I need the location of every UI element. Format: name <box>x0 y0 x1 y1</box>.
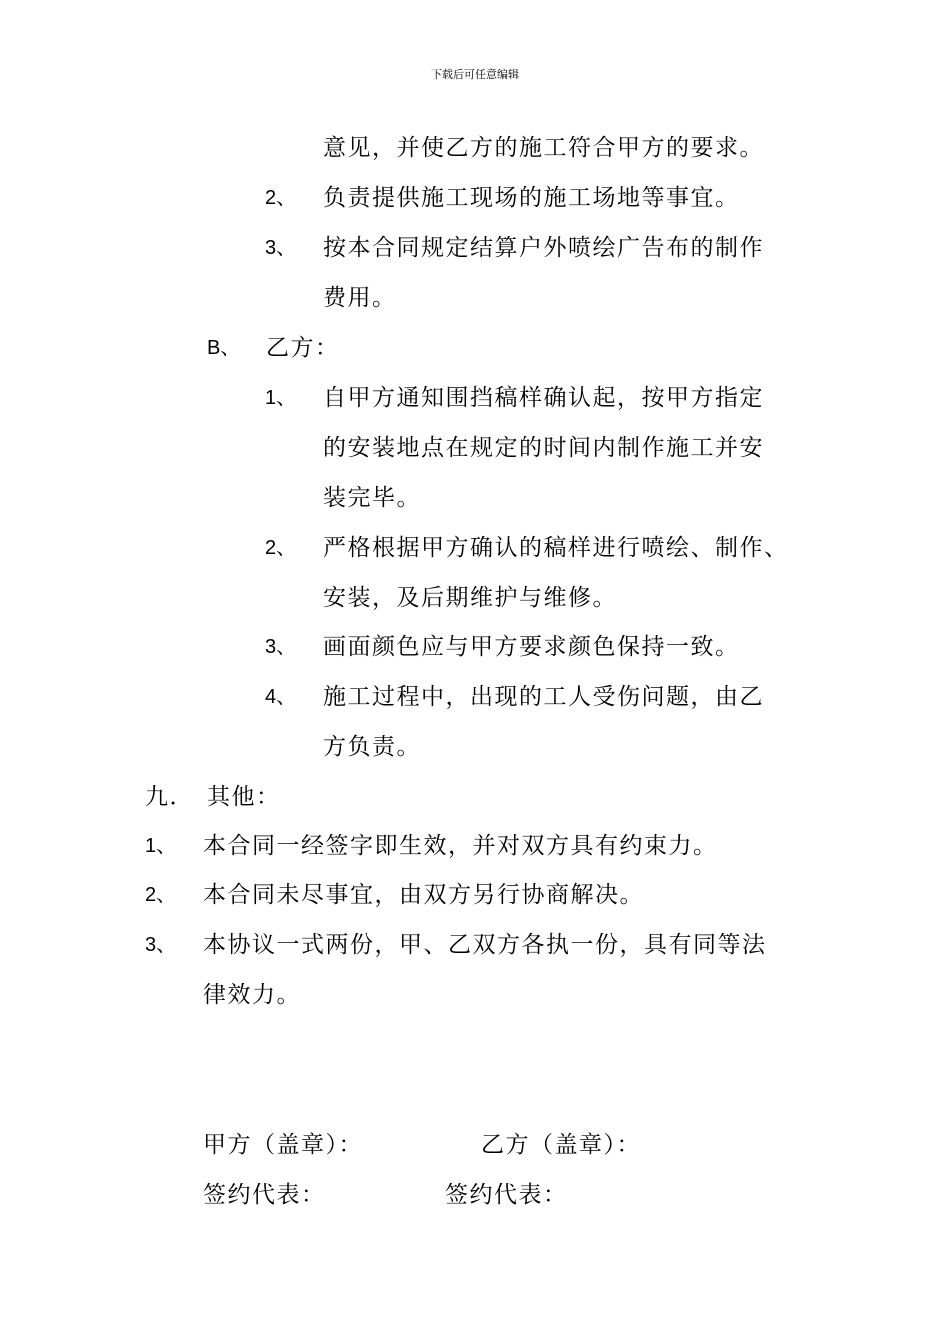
page-header: 下载后可任意编辑 <box>431 68 519 81</box>
section-9-number: 九． <box>145 784 194 810</box>
party-b-item-2-text-line-1: 严格根据甲方确认的稿样进行喷绘、制作、 <box>323 535 789 561</box>
party-b-seal-label: 乙方（盖章）： <box>481 1132 641 1158</box>
party-a-item-3-text-line-2: 费用。 <box>323 285 397 311</box>
party-a-item-2-number: 2、 <box>265 187 297 209</box>
party-b-item-3-text: 画面颜色应与甲方要求颜色保持一致。 <box>323 634 740 660</box>
section-9-item-3-text-line-2: 律效力。 <box>203 982 301 1008</box>
party-a-item-2-text: 负责提供施工现场的施工场地等事宜。 <box>323 185 740 211</box>
party-b-item-1-text-line-1: 自甲方通知围挡稿样确认起，按甲方指定 <box>323 385 764 411</box>
party-b-item-2-text-line-2: 安装，及后期维护与维修。 <box>323 585 617 611</box>
section-9-item-2-text: 本合同未尽事宜，由双方另行协商解决。 <box>203 882 644 908</box>
party-a-item-3-text-line-1: 按本合同规定结算户外喷绘广告布的制作 <box>323 235 764 261</box>
party-b-item-2-number: 2、 <box>265 537 297 559</box>
party-b-item-4-number: 4、 <box>265 686 297 708</box>
section-9-item-3-text-line-1: 本协议一式两份，甲、乙双方各执一份，具有同等法 <box>203 932 767 958</box>
party-a-seal-label: 甲方（盖章）： <box>203 1132 363 1158</box>
section-9-item-1-text: 本合同一经签字即生效，并对双方具有约束力。 <box>203 833 718 859</box>
party-b-item-1-text-line-3: 装完毕。 <box>323 485 421 511</box>
section-9-item-1-number: 1、 <box>145 835 177 857</box>
party-b-title: 乙方： <box>266 335 340 361</box>
party-a-representative-label: 签约代表： <box>203 1182 326 1208</box>
section-9-item-2-number: 2、 <box>145 884 177 906</box>
party-a-item-3-number: 3、 <box>265 237 297 259</box>
party-b-item-1-text-line-2: 的安装地点在规定的时间内制作施工并安 <box>323 435 764 461</box>
party-b-item-4-text-line-2: 方负责。 <box>323 734 421 760</box>
section-9-title: 其他： <box>207 784 281 810</box>
party-a-item-1-continuation: 意见，并使乙方的施工符合甲方的要求。 <box>323 135 764 161</box>
party-b-label: B、 <box>207 337 241 359</box>
section-9-item-3-number: 3、 <box>145 934 177 956</box>
party-b-item-4-text-line-1: 施工过程中，出现的工人受伤问题，由乙 <box>323 684 764 710</box>
party-b-item-1-number: 1、 <box>265 387 297 409</box>
party-b-item-3-number: 3、 <box>265 636 297 658</box>
party-b-representative-label: 签约代表： <box>445 1182 568 1208</box>
